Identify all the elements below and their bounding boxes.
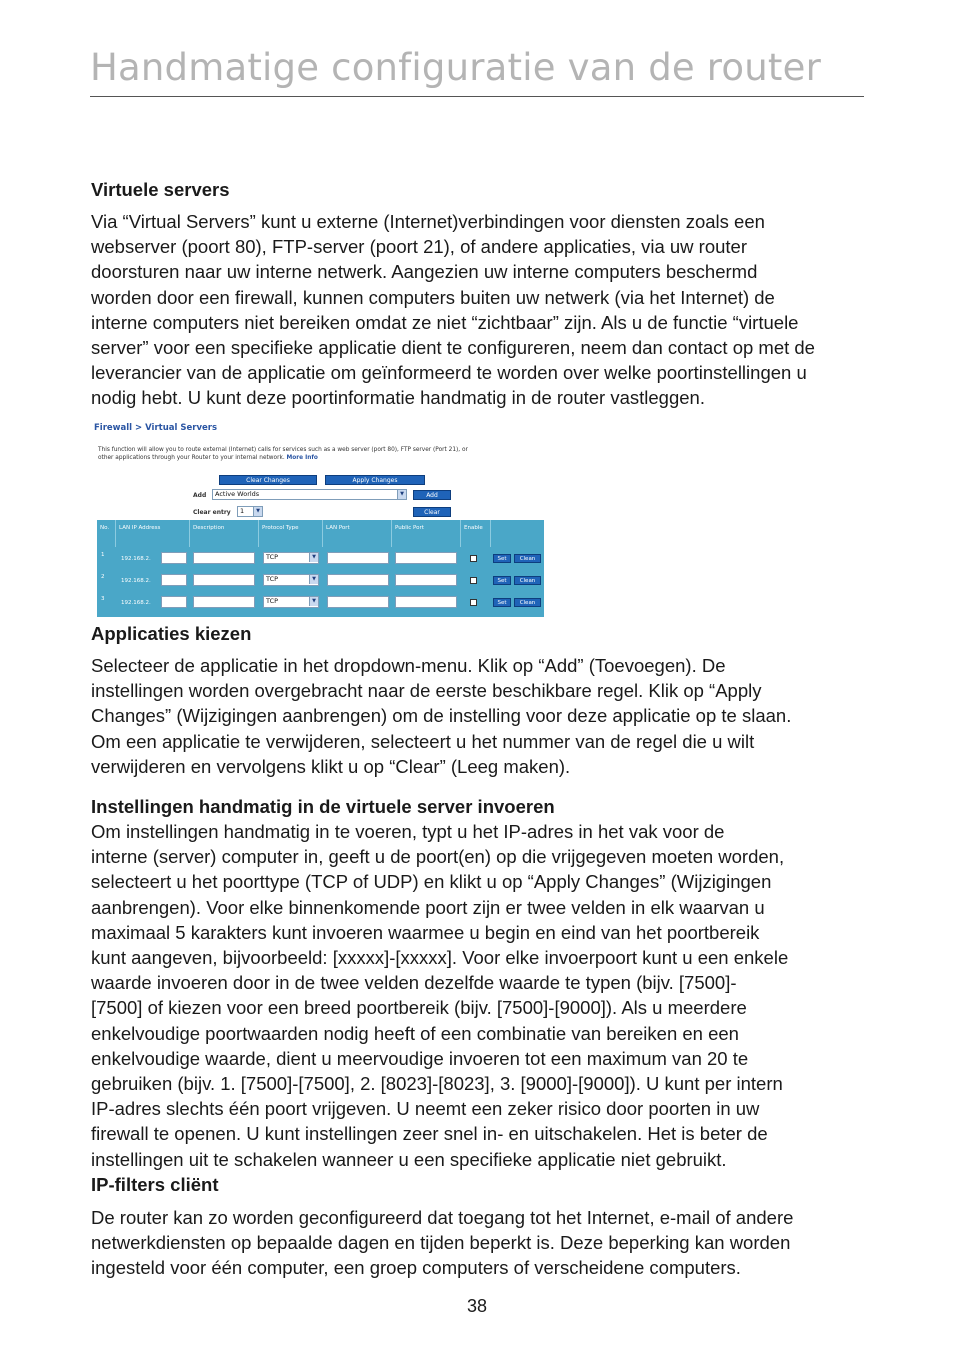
- lan-port-input[interactable]: [327, 552, 389, 564]
- text-line: leverancier van de applicatie om geïnformeerd te worden over welke poortinstellingen u: [91, 362, 807, 384]
- text-line: server” voor een specifieke applicatie dient te configureren, neem dan contact op met de: [91, 337, 815, 359]
- paragraph-manual-settings: [91, 819, 901, 1172]
- public-port-input[interactable]: [395, 574, 457, 586]
- set-button[interactable]: Set: [493, 576, 511, 585]
- enable-checkbox[interactable]: [470, 555, 477, 562]
- description-input[interactable]: [193, 552, 255, 564]
- heading-manual-settings: Instellingen handmatig in de virtuele server invoeren: [91, 796, 555, 817]
- chevron-down-icon: ▼: [253, 507, 262, 516]
- apply-changes-button[interactable]: Apply Changes: [325, 475, 425, 485]
- text-line: Selecteer de applicatie in het dropdown-menu. Klik op “Add” (Toevoegen). De: [91, 655, 726, 676]
- set-button[interactable]: Set: [493, 554, 511, 563]
- clear-entry-label: Clear entry: [193, 509, 231, 516]
- column-header: Protocol Type: [259, 520, 323, 547]
- more-info-link[interactable]: More Info: [286, 455, 318, 461]
- screenshot-description: [98, 446, 468, 462]
- application-select[interactable]: [212, 489, 407, 500]
- lan-port-input[interactable]: [327, 596, 389, 608]
- public-port-input[interactable]: [395, 596, 457, 608]
- text-line: De router kan zo worden geconfigureerd dat toegang tot het Internet, e-mail of andere: [91, 1207, 794, 1228]
- text-line: Changes” (Wijzigingen aanbrengen) om de instelling voor deze applicatie op te slaan.: [91, 705, 792, 727]
- clear-entry-select-value: 1: [240, 507, 245, 515]
- chevron-down-icon: ▼: [309, 553, 318, 562]
- column-header: No.: [97, 520, 116, 547]
- enable-checkbox[interactable]: [470, 577, 477, 584]
- chevron-down-icon: ▼: [397, 490, 406, 499]
- router-screenshot: [92, 418, 544, 618]
- protocol-value: TCP: [266, 575, 279, 583]
- text-line: doorsturen naar uw interne netwerk. Aangezien uw interne computers beschermd: [91, 261, 758, 283]
- text-line: selecteert u het poorttype (TCP of UDP) en klikt u op “Apply Changes” (Wijzigingen: [91, 871, 772, 893]
- ip-suffix-input[interactable]: [161, 596, 187, 608]
- protocol-select[interactable]: [263, 552, 319, 564]
- row-number: 2: [101, 574, 105, 580]
- protocol-value: TCP: [266, 597, 279, 605]
- table-row: [97, 547, 544, 569]
- column-header-actions: [491, 520, 544, 547]
- clear-changes-button[interactable]: Clear Changes: [219, 475, 317, 485]
- text-line: webserver (poort 80), FTP-server (poort 21), of andere applicaties, via uw router: [91, 236, 748, 258]
- text-line: Via “Virtual Servers” kunt u externe (Internet)verbindingen voor diensten zoals een: [91, 211, 765, 232]
- protocol-select[interactable]: [263, 596, 319, 608]
- text-line: ingesteld voor één computer, een groep computers of verscheidene computers.: [91, 1257, 741, 1279]
- add-label: Add: [193, 492, 207, 499]
- heading-virtual-servers: Virtuele servers: [91, 179, 230, 200]
- protocol-value: TCP: [266, 553, 279, 561]
- lan-port-input[interactable]: [327, 574, 389, 586]
- text-line: waarde invoeren door in de twee velden dezelfde waarde te typen (bijv. [7500]-: [91, 972, 737, 994]
- column-header: LAN IP Address: [116, 520, 190, 547]
- text-line: interne (server) computer in, geeft u de poort(en) op die vrijgegeven moeten worden,: [91, 846, 785, 868]
- title-divider: [90, 96, 864, 97]
- column-header: Enable: [461, 520, 491, 547]
- public-port-input[interactable]: [395, 552, 457, 564]
- text-line: instellingen worden overgebracht naar de eerste beschikbare regel. Klik op “Apply: [91, 680, 762, 702]
- text-line: firewall te openen. U kunt instellingen zeer snel in- en uitschakelen. Het is beter de: [91, 1123, 768, 1145]
- text-line: netwerkdiensten op bepaalde dagen en tijden beperkt is. Deze beperking kan worden: [91, 1232, 791, 1254]
- text-line: aanbrengen). Voor elke binnenkomende poort zijn er twee velden in elk waarvan u: [91, 896, 765, 918]
- clean-button[interactable]: Clean: [514, 576, 541, 585]
- enable-checkbox[interactable]: [470, 599, 477, 606]
- row-number: 3: [101, 596, 105, 602]
- page-number: 38: [466, 1296, 488, 1316]
- text-line: kunt aangeven, bijvoorbeeld: [xxxxx]-[xxxxx]. Voor elke invoerpoort kunt u een enkele: [91, 947, 789, 969]
- text-line: enkelvoudige waarde, dient u meervoudige invoeren tot een maximum van 20 te: [91, 1047, 749, 1069]
- text-line: verwijderen en vervolgens klikt u op “Clear” (Leeg maken).: [91, 755, 571, 777]
- virtual-servers-table: [97, 520, 544, 617]
- table-row: [97, 591, 544, 613]
- ip-prefix: 192.168.2.: [121, 600, 151, 606]
- table-row: [97, 569, 544, 591]
- paragraph-virtual-servers: [91, 209, 901, 411]
- column-header: Public Port: [392, 520, 461, 547]
- ip-suffix-input[interactable]: [161, 552, 187, 564]
- ip-suffix-input[interactable]: [161, 574, 187, 586]
- paragraph-ip-filters: [91, 1205, 901, 1281]
- text-line: interne computers niet bereiken omdat ze niet “zichtbaar” zijn. Als u de functie “virtuele: [91, 311, 799, 333]
- chevron-down-icon: ▼: [309, 597, 318, 606]
- heading-ip-filters: IP-filters cliënt: [91, 1174, 219, 1195]
- description-line: This function will allow you to route external (Internet) calls for services such as a web server (port 80), FTP server (Port 21), or: [98, 447, 468, 453]
- breadcrumb: Firewall > Virtual Servers: [94, 423, 218, 433]
- ip-prefix: 192.168.2.: [121, 578, 151, 584]
- page-title: Handmatige configuratie van de router: [90, 46, 821, 89]
- text-line: worden door een firewall, kunnen computers buiten uw netwerk (via het Internet) de: [91, 286, 775, 308]
- set-button[interactable]: Set: [493, 598, 511, 607]
- description-input[interactable]: [193, 574, 255, 586]
- clean-button[interactable]: Clean: [514, 598, 541, 607]
- text-line: maximaal 5 karakters kunt invoeren waarmee u begin en eind van het poortbereik: [91, 921, 760, 943]
- row-number: 1: [101, 552, 105, 558]
- text-line: [7500] of kiezen voor een breed poortbereik (bijv. [7500]-[9000]). Als u meerdere: [91, 997, 747, 1019]
- protocol-select[interactable]: [263, 574, 319, 586]
- text-line: enkelvoudige poortwaarden nodig heeft of een combinatie van bereiken en een: [91, 1022, 739, 1044]
- text-line: instellingen uit te schakelen wanneer u een specifieke applicatie niet gebruikt.: [91, 1148, 727, 1170]
- add-button[interactable]: Add: [413, 490, 451, 500]
- heading-applications: Applicaties kiezen: [91, 623, 252, 644]
- clear-entry-select[interactable]: [237, 506, 263, 517]
- paragraph-applications: [91, 653, 901, 779]
- text-line: Om instellingen handmatig in te voeren, typt u het IP-adres in het vak voor de: [91, 821, 725, 842]
- text-line: gebruiken (bijv. 1. [7500]-[7500], 2. [8023]-[8023], 3. [9000]-[9000]). U kunt per intern: [91, 1073, 783, 1095]
- text-line: IP-adres slechts één poort vrijgeven. U neemt een zeker risico door poorten in uw: [91, 1098, 760, 1120]
- column-header: Description: [190, 520, 259, 547]
- description-line: other applications through your Router to your internal network.: [98, 455, 285, 461]
- column-header: LAN Port: [323, 520, 392, 547]
- text-line: Om een applicatie te verwijderen, selecteert u het nummer van de regel die u wilt: [91, 730, 755, 752]
- clean-button[interactable]: Clean: [514, 554, 541, 563]
- description-input[interactable]: [193, 596, 255, 608]
- clear-button[interactable]: Clear: [413, 507, 451, 517]
- application-select-value: Active Worlds: [215, 490, 260, 498]
- ip-prefix: 192.168.2.: [121, 556, 151, 562]
- text-line: nodig hebt. U kunt deze poortinformatie handmatig in de router vastleggen.: [91, 387, 705, 409]
- chevron-down-icon: ▼: [309, 575, 318, 584]
